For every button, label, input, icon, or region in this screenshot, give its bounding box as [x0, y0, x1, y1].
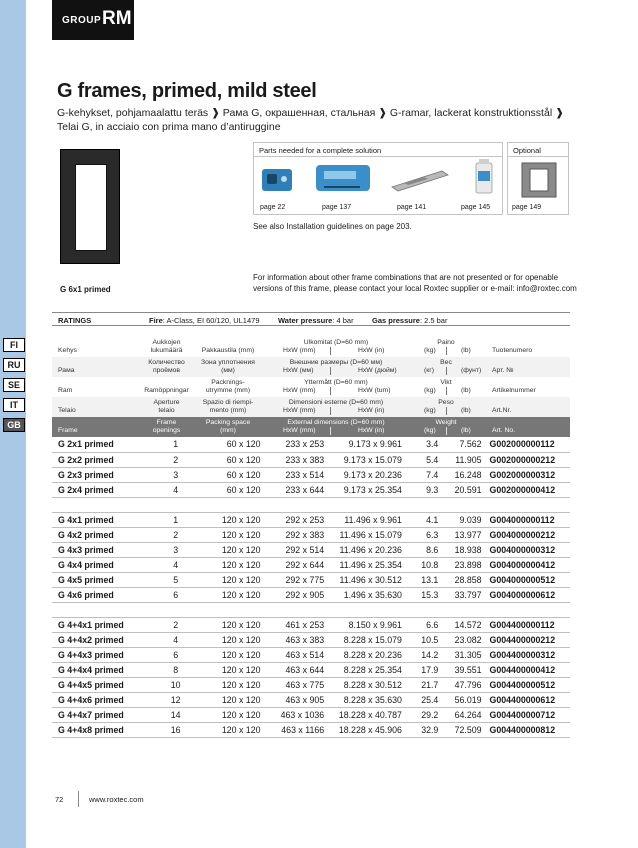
table-row: [52, 677, 570, 692]
cell-kg: 6.3: [408, 527, 440, 542]
cell-art: G004400000612: [484, 692, 570, 707]
group-spacer: [52, 497, 570, 512]
header-cell: Art. No.: [492, 427, 516, 434]
cell-inch: 8.228 x 25.354: [330, 662, 408, 677]
lubricant-tube-icon: [476, 159, 492, 193]
table-row: [52, 482, 570, 497]
cell-openings: 5: [145, 572, 207, 587]
header-cell: Artikelnummer: [492, 387, 536, 394]
cell-openings: 10: [145, 677, 207, 692]
cell-inch: 11.496 x 25.354: [330, 557, 408, 572]
header-cell: (lb): [461, 387, 471, 394]
cell-name: G 4+4x1 primed: [52, 617, 145, 632]
header-cell: telaio: [158, 407, 175, 414]
cell-lb: 28.858: [440, 572, 483, 587]
header-cell: HxW (in): [358, 347, 385, 354]
group-spacer: [52, 602, 570, 617]
optional-box: [507, 142, 569, 215]
cell-openings: 2: [145, 617, 207, 632]
cell-inch: 11.496 x 15.079: [330, 527, 408, 542]
header-row: [52, 397, 570, 417]
frame-tool-icon: [262, 169, 292, 191]
cell-lb: 16.248: [440, 467, 483, 482]
page-footer: [55, 795, 144, 804]
cell-mm: 463 x 1036: [275, 707, 331, 722]
cell-name: G 4+4x6 primed: [52, 692, 145, 707]
cell-mm: 233 x 514: [275, 467, 331, 482]
group-header: [52, 0, 134, 40]
language-tag: SE: [3, 378, 25, 392]
part-page-label: page 22: [260, 204, 286, 211]
cell-mm: 463 x 775: [275, 677, 331, 692]
cell-mm: 461 x 253: [275, 617, 331, 632]
optional-page-label: page 149: [512, 204, 542, 211]
cell-art: G004400000512: [484, 677, 570, 692]
cell-kg: 7.4: [408, 467, 440, 482]
header-cell: Paino: [437, 339, 455, 346]
product-caption: G 6x1 primed: [60, 285, 111, 294]
header-cell: HxW (mm): [283, 407, 316, 414]
cell-openings: 4: [145, 632, 207, 647]
cell-lb: 33.797: [440, 587, 483, 602]
header-cell: Packnings-: [211, 379, 245, 386]
footer-url: www.roxtec.com: [89, 795, 144, 804]
header-cell: utrymme (mm): [205, 387, 251, 394]
cell-name: G 4+4x7 primed: [52, 707, 145, 722]
header-cell: Peso: [438, 399, 454, 406]
cell-lb: 7.562: [440, 437, 483, 452]
group-label: GROUP: [62, 15, 102, 26]
cell-lb: 18.938: [440, 542, 483, 557]
header-cell: (фунт): [461, 367, 482, 374]
cell-lb: 39.551: [440, 662, 483, 677]
cell-packing: 60 x 120: [206, 482, 274, 497]
cell-inch: 11.496 x 30.512: [330, 572, 408, 587]
header-cell: проёмов: [152, 367, 181, 374]
table-row: [52, 512, 570, 527]
header-cell: Vikt: [440, 379, 452, 386]
header-cell: (mm): [220, 427, 236, 434]
header-cell: HxW (mm): [283, 387, 316, 394]
cell-kg: 9.3: [408, 482, 440, 497]
cell-openings: 12: [145, 692, 207, 707]
cell-name: G 4x5 primed: [52, 572, 145, 587]
page-title: G frames, primed, mild steel: [57, 80, 317, 102]
header-cell: openings: [152, 427, 181, 434]
table-row: [52, 527, 570, 542]
cell-name: G 4+4x4 primed: [52, 662, 145, 677]
cell-packing: 60 x 120: [206, 452, 274, 467]
cell-name: G 4x6 primed: [52, 587, 145, 602]
header-cell: HxW (mm): [283, 347, 316, 354]
header-row: [52, 357, 570, 377]
header-cell: HxW (дюйм): [358, 367, 397, 374]
language-tag: IT: [3, 398, 25, 412]
header-cell: Telaio: [58, 407, 76, 414]
cell-name: G 4+4x3 primed: [52, 647, 145, 662]
part-page-label: page 145: [461, 204, 491, 211]
parts-box-title: Parts needed for a complete solution: [254, 143, 502, 157]
cell-kg: 32.9: [408, 722, 440, 737]
cell-kg: 10.5: [408, 632, 440, 647]
cell-mm: 463 x 905: [275, 692, 331, 707]
table-row: [52, 467, 570, 482]
cell-lb: 23.898: [440, 557, 483, 572]
contact-note: For information about other frame combinations that are not presented or for openable versions of this frame, please contact your local Roxtec supplier or e-mail: info@roxtec.com: [253, 273, 577, 293]
optional-frame-illustration: [508, 157, 570, 203]
footer-divider: [78, 791, 79, 807]
cell-inch: 8.228 x 35.630: [330, 692, 408, 707]
header-cell: HxW (mm): [283, 427, 316, 434]
cell-kg: 5.4: [408, 452, 440, 467]
cell-mm: 233 x 253: [275, 437, 331, 452]
cell-art: G004400000812: [484, 722, 570, 737]
cell-name: G 2x1 primed: [52, 437, 145, 452]
header-cell: Art.Nr.: [492, 407, 512, 414]
header-row: [52, 377, 570, 397]
ratings-bar: [52, 312, 570, 326]
cell-inch: 1.496 x 35.630: [330, 587, 408, 602]
header-cell: Yttermått (D=60 mm): [304, 379, 368, 386]
cell-openings: 3: [145, 467, 207, 482]
cell-openings: 1: [145, 512, 207, 527]
header-cell: (kg): [424, 347, 436, 354]
cell-kg: 21.7: [408, 677, 440, 692]
header-cell: Dimensioni esterne (D=60 mm): [288, 399, 384, 406]
table-row: [52, 542, 570, 557]
header-cell: Арт. №: [492, 367, 514, 374]
header-cell: Aperture: [153, 399, 180, 406]
cell-mm: 233 x 383: [275, 452, 331, 467]
cell-name: G 4+4x8 primed: [52, 722, 145, 737]
cell-art: G002000000212: [484, 452, 570, 467]
cell-kg: 13.1: [408, 572, 440, 587]
cell-inch: 11.496 x 9.961: [330, 512, 408, 527]
cell-packing: 120 x 120: [206, 557, 274, 572]
cell-lb: 47.796: [440, 677, 483, 692]
cell-art: G004000000112: [484, 512, 570, 527]
cell-name: G 2x3 primed: [52, 467, 145, 482]
cell-art: G002000000312: [484, 467, 570, 482]
cell-packing: 120 x 120: [206, 662, 274, 677]
header-cell: (lb): [461, 427, 471, 434]
cell-art: G004000000312: [484, 542, 570, 557]
stayplate-icon: [392, 171, 448, 191]
parts-illustration: [254, 157, 504, 203]
header-cell: HxW (in): [358, 407, 385, 414]
cell-openings: 4: [145, 482, 207, 497]
cell-openings: 3: [145, 542, 207, 557]
cell-openings: 8: [145, 662, 207, 677]
cell-inch: 8.228 x 20.236: [330, 647, 408, 662]
cell-packing: 120 x 120: [206, 677, 274, 692]
cell-art: G004400000112: [484, 617, 570, 632]
header-cell: Spazio di riempi-: [202, 399, 254, 406]
cell-openings: 6: [145, 587, 207, 602]
cell-inch: 11.496 x 20.236: [330, 542, 408, 557]
cell-kg: 6.6: [408, 617, 440, 632]
fire-rating: Fire: A-Class, EI 60/120, UL1479: [149, 316, 260, 325]
cell-packing: 120 x 120: [206, 722, 274, 737]
cell-name: G 4+4x2 primed: [52, 632, 145, 647]
header-cell: HxW (in): [358, 427, 385, 434]
header-cell: Количество: [148, 359, 185, 366]
cell-mm: 463 x 1166: [275, 722, 331, 737]
cell-lb: 31.305: [440, 647, 483, 662]
cell-inch: 8.228 x 30.512: [330, 677, 408, 692]
cell-mm: 233 x 644: [275, 482, 331, 497]
cell-kg: 29.2: [408, 707, 440, 722]
cell-openings: 6: [145, 647, 207, 662]
cell-packing: 120 x 120: [206, 512, 274, 527]
cell-inch: 9.173 x 15.079: [330, 452, 408, 467]
cell-lb: 72.509: [440, 722, 483, 737]
cell-lb: 14.572: [440, 617, 483, 632]
cell-art: G002000000412: [484, 482, 570, 497]
cell-name: G 4x1 primed: [52, 512, 145, 527]
cell-art: G004400000312: [484, 647, 570, 662]
header-cell: Frame: [156, 419, 177, 426]
cell-mm: 463 x 383: [275, 632, 331, 647]
cell-packing: 60 x 120: [206, 467, 274, 482]
cell-kg: 10.8: [408, 557, 440, 572]
optional-box-title: Optional: [508, 143, 568, 157]
header-cell: Ram: [58, 387, 73, 394]
cell-name: G 4+4x5 primed: [52, 677, 145, 692]
header-cell: Pakkaustila (mm): [201, 347, 255, 354]
cell-inch: 18.228 x 45.906: [330, 722, 408, 737]
header-cell: lukumäärä: [150, 347, 183, 354]
cell-art: G002000000112: [484, 437, 570, 452]
cell-kg: 8.6: [408, 542, 440, 557]
group-code: RM: [102, 8, 132, 29]
table-row: [52, 572, 570, 587]
page-number: 72: [55, 795, 64, 804]
header-cell: Рама: [58, 367, 75, 374]
subtitle: [57, 107, 617, 134]
cell-inch: 9.173 x 25.354: [330, 482, 408, 497]
cell-art: G004000000412: [484, 557, 570, 572]
header-cell: HxW (мм): [283, 367, 314, 374]
cell-mm: 292 x 253: [275, 512, 331, 527]
cell-inch: 9.173 x 9.961: [330, 437, 408, 452]
header-cell: Зона уплотнения: [201, 359, 255, 366]
header-cell: (kg): [424, 387, 436, 394]
cell-lb: 13.977: [440, 527, 483, 542]
cell-openings: 14: [145, 707, 207, 722]
cell-lb: 64.264: [440, 707, 483, 722]
language-tag: RU: [3, 358, 25, 372]
cell-art: G004400000712: [484, 707, 570, 722]
header-cell: (kg): [424, 407, 436, 414]
cell-name: G 4x2 primed: [52, 527, 145, 542]
cell-packing: 120 x 120: [206, 647, 274, 662]
cell-mm: 463 x 514: [275, 647, 331, 662]
cell-packing: 120 x 120: [206, 587, 274, 602]
cell-inch: 8.150 x 9.961: [330, 617, 408, 632]
header-cell: Ramöppningar: [144, 387, 189, 394]
table-row: [52, 647, 570, 662]
product-image: [60, 149, 120, 264]
cell-lb: 11.905: [440, 452, 483, 467]
cell-mm: 292 x 383: [275, 527, 331, 542]
cell-openings: 2: [145, 452, 207, 467]
cell-packing: 120 x 120: [206, 692, 274, 707]
cell-lb: 56.019: [440, 692, 483, 707]
cell-name: G 4x3 primed: [52, 542, 145, 557]
table-row: [52, 707, 570, 722]
subtitle-line: Telai G, in acciaio con prima mano d’antiruggine: [57, 120, 281, 133]
header-cell: Aukkojen: [152, 339, 181, 346]
cell-kg: 14.2: [408, 647, 440, 662]
cell-packing: 120 x 120: [206, 632, 274, 647]
cell-lb: 20.591: [440, 482, 483, 497]
header-cell: (kg): [424, 427, 436, 434]
cell-packing: 60 x 120: [206, 437, 274, 452]
header-cell: Вес: [440, 359, 452, 366]
header-cell: (мм): [221, 367, 235, 374]
cell-art: G004400000212: [484, 632, 570, 647]
installation-note: See also Installation guidelines on page 203.: [253, 222, 412, 231]
table-row: [52, 722, 570, 737]
cell-mm: 292 x 775: [275, 572, 331, 587]
header-cell: Tuotenumero: [492, 347, 533, 354]
header-cell: (lb): [461, 347, 471, 354]
language-tag: GB: [3, 418, 25, 432]
cell-kg: 25.4: [408, 692, 440, 707]
table-row: [52, 437, 570, 452]
table-row: [52, 557, 570, 572]
table-row: [52, 587, 570, 602]
header-cell: HxW (tum): [358, 387, 391, 394]
table-row: [52, 452, 570, 467]
language-tag: FI: [3, 338, 25, 352]
cell-kg: 3.4: [408, 437, 440, 452]
header-cell: Weight: [435, 419, 457, 426]
cell-art: G004000000612: [484, 587, 570, 602]
cell-inch: 9.173 x 20.236: [330, 467, 408, 482]
part-page-label: page 141: [397, 204, 427, 211]
cell-lb: 9.039: [440, 512, 483, 527]
table-row: [52, 617, 570, 632]
cell-kg: 4.1: [408, 512, 440, 527]
header-cell: (lb): [461, 407, 471, 414]
cell-packing: 120 x 120: [206, 542, 274, 557]
cell-inch: 18.228 x 40.787: [330, 707, 408, 722]
product-table: [52, 437, 570, 738]
cell-openings: 4: [145, 557, 207, 572]
table-row: [52, 692, 570, 707]
subtitle-line: G-kehykset, pohjamaalattu teräs ❱ Рама G, окрашенная, стальная ❱ G-ramar, lackerat konstruktionsstål ❱: [57, 107, 564, 119]
cell-packing: 120 x 120: [206, 572, 274, 587]
cell-name: G 4x4 primed: [52, 557, 145, 572]
cell-kg: 15.3: [408, 587, 440, 602]
part-page-label: page 137: [322, 204, 352, 211]
table-row: [52, 662, 570, 677]
header-cell: Ulkomitat (D=60 mm): [303, 339, 369, 346]
cell-openings: 1: [145, 437, 207, 452]
ratings-label: RATINGS: [58, 316, 92, 325]
header-row: [52, 337, 570, 357]
cell-packing: 120 x 120: [206, 707, 274, 722]
header-row: [52, 417, 570, 437]
header-cell: Frame: [58, 427, 78, 434]
cell-packing: 120 x 120: [206, 527, 274, 542]
water-pressure-rating: Water pressure: 4 bar: [278, 316, 354, 325]
table-row: [52, 632, 570, 647]
header-cell: External dimensions (D=60 mm): [287, 419, 385, 426]
gas-pressure-rating: Gas pressure: 2.5 bar: [372, 316, 448, 325]
cell-lb: 23.082: [440, 632, 483, 647]
cell-packing: 120 x 120: [206, 617, 274, 632]
lubricant-bag-icon: [316, 165, 370, 191]
cell-openings: 2: [145, 527, 207, 542]
cell-mm: 292 x 905: [275, 587, 331, 602]
cell-inch: 8.228 x 15.079: [330, 632, 408, 647]
cell-art: G004000000512: [484, 572, 570, 587]
cell-name: G 2x4 primed: [52, 482, 145, 497]
header-cell: Packing space: [205, 419, 251, 426]
header-cell: Kehys: [58, 347, 77, 354]
cell-openings: 16: [145, 722, 207, 737]
cell-name: G 2x2 primed: [52, 452, 145, 467]
header-cell: Внешние размеры (D=60 мм): [289, 359, 383, 366]
parts-needed-box: [253, 142, 503, 215]
header-cell: (кг): [424, 367, 434, 374]
cell-art: G004400000412: [484, 662, 570, 677]
cell-mm: 292 x 514: [275, 542, 331, 557]
cell-art: G004000000212: [484, 527, 570, 542]
cell-kg: 17.9: [408, 662, 440, 677]
header-cell: mento (mm): [209, 407, 247, 414]
cell-mm: 292 x 644: [275, 557, 331, 572]
cell-mm: 463 x 644: [275, 662, 331, 677]
